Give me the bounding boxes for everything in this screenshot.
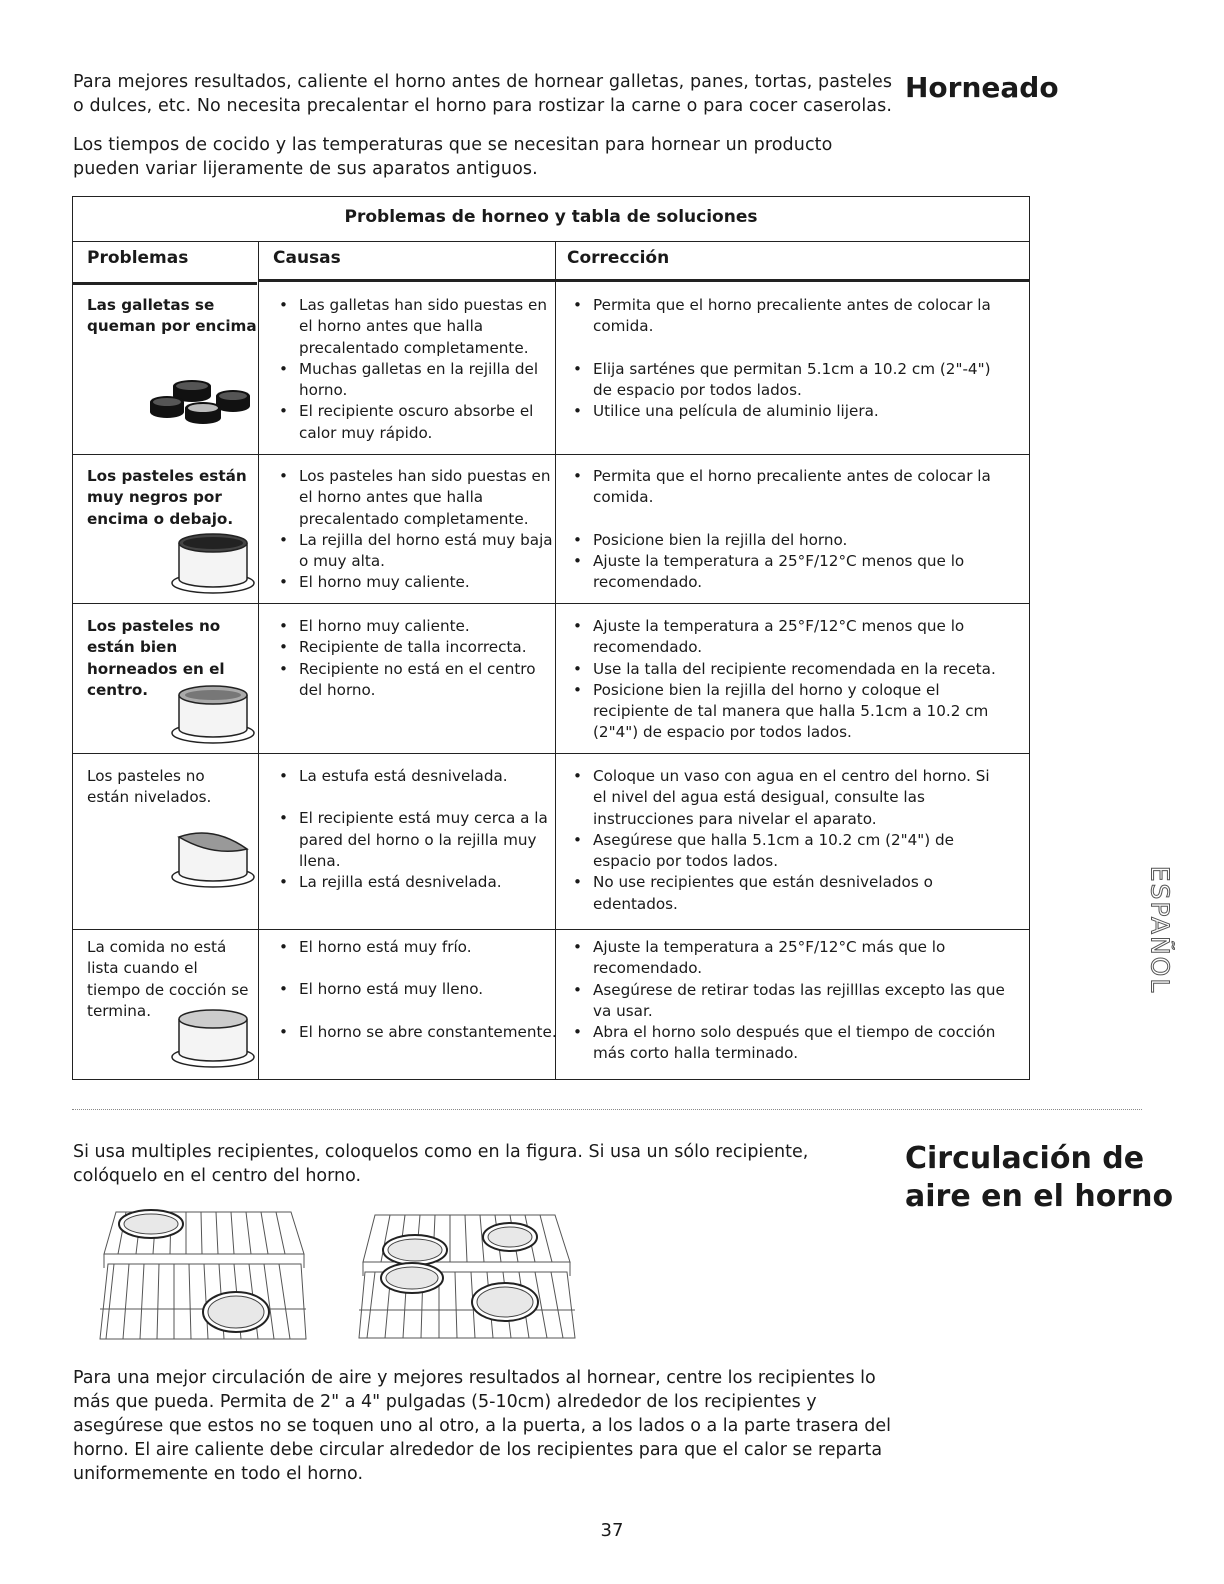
fix-item: • Posicione bien la rejilla del horno y coloque el recipiente de tal manera que halla 5.1cm a 10.2 cm (2"4") de espacio por todos lados. bbox=[567, 680, 1007, 744]
fix-item: • No use recipientes que están desnivelados o edentados. bbox=[567, 872, 1007, 915]
table-row-3-causes bbox=[273, 616, 558, 701]
baking-problems-table bbox=[72, 196, 1030, 1080]
cause-item: • La estufa está desnivelada. bbox=[273, 766, 558, 787]
cookies-icon bbox=[145, 360, 255, 428]
table-row-4-problem: Los pasteles no están nivelados. bbox=[87, 767, 212, 807]
fix-item: • Ajuste la temperatura a 25°F/12°C menos que lo recomendado. bbox=[567, 616, 1007, 659]
fix-item: • Asegúrese que halla 5.1cm a 10.2 cm (2"4") de espacio por todos lados. bbox=[567, 830, 1007, 873]
fix-item: • Elija sarténes que permitan 5.1cm a 10.2 cm (2"-4") de espacio por todos lados. bbox=[567, 359, 1007, 402]
table-row-5-causes bbox=[273, 937, 558, 1043]
table-row-1-causes bbox=[273, 295, 558, 444]
column-header-fix: Corrección bbox=[555, 241, 1029, 282]
language-side-tab-label: ESPAÑOL bbox=[1145, 865, 1175, 995]
table-row-3-problem: Los pasteles no están bien horneados en el centro. bbox=[87, 617, 225, 699]
row-divider bbox=[73, 753, 1029, 754]
cause-item: • Muchas galletas en la rejilla del horno. bbox=[273, 359, 558, 402]
oven-racks-four-pans-figure bbox=[355, 1210, 580, 1345]
table-row-4-fixes bbox=[567, 766, 1007, 915]
column-header-problems: Problemas bbox=[87, 241, 257, 285]
table-row-4-causes bbox=[273, 766, 558, 893]
column-divider-1 bbox=[258, 241, 259, 1079]
circulation-intro: Si usa multiples recipientes, coloquelos como en la figura. Si usa un sólo recipiente, colóquelo en el centro del horno. bbox=[73, 1142, 809, 1186]
table-row-2-problem: Los pasteles están muy negros por encima o debajo. bbox=[87, 467, 247, 528]
header-rule-left bbox=[73, 282, 87, 285]
oven-racks-two-pans-figure bbox=[96, 1204, 311, 1346]
circulation-paragraph: Para una mejor circulación de aire y mejores resultados al hornear, centre los recipientes lo más que pueda. Permita de 2" a 4" pulgadas (5-10cm) alrededor de los recipientes y asegúrese que estos no se toquen uno al otro, a la puerta, a los lados o a la parte trasera del horno. El aire caliente debe circular alrededor de los recipientes para que el calor se reparta uniformemente en todo el horno. bbox=[73, 1368, 892, 1484]
table-row-5-problem: La comida no está lista cuando el tiempo de cocción se termina. bbox=[87, 938, 249, 1020]
fix-item: • Asegúrese de retirar todas las rejilllas excepto las que va usar. bbox=[567, 980, 1007, 1023]
cause-item: • El horno se abre constantemente. bbox=[273, 1022, 558, 1043]
section-title-circulation: Circulación de aire en el horno bbox=[905, 1141, 1174, 1214]
cake-icon bbox=[169, 1005, 259, 1071]
cause-item: • El horno está muy lleno. bbox=[273, 979, 558, 1000]
section-title-horneado: Horneado bbox=[905, 71, 1059, 104]
section-divider bbox=[72, 1109, 1142, 1110]
cause-item: • El horno está muy frío. bbox=[273, 937, 558, 958]
language-side-tab bbox=[1140, 860, 1180, 1000]
page-number: 37 bbox=[600, 1520, 624, 1541]
cause-item: • Las galletas han sido puestas en el horno antes que halla precalentado completamente. bbox=[273, 295, 558, 359]
fix-item: • Posicione bien la rejilla del horno. bbox=[567, 530, 1007, 551]
table-row-1-problem: Las galletas se queman por encima bbox=[87, 296, 257, 336]
cause-item: • La rejilla está desnivelada. bbox=[273, 872, 558, 893]
row-divider bbox=[73, 603, 1029, 604]
fix-item: • Abra el horno solo después que el tiempo de cocción más corto halla terminado. bbox=[567, 1022, 1007, 1065]
cause-item: • Los pasteles han sido puestas en el horno antes que halla precalentado completamente. bbox=[273, 466, 558, 530]
cake-uneven-icon bbox=[169, 827, 259, 891]
cause-item: • El recipiente está muy cerca a la pared del horno o la rejilla muy llena. bbox=[273, 808, 558, 872]
intro-paragraph-2: Los tiempos de cocido y las temperaturas que se necesitan para hornear un producto pueden variar lijeramente de sus aparatos antiguos. bbox=[73, 135, 833, 179]
cause-item: • Recipiente de talla incorrecta. bbox=[273, 637, 558, 658]
table-row-3-fixes bbox=[567, 616, 1007, 744]
table-row-2-fixes bbox=[567, 466, 1007, 593]
intro-paragraph-1: Para mejores resultados, caliente el horno antes de hornear galletas, panes, tortas, pasteles o dulces, etc. No necesita precalentar el horno para rostizar la carne o para cocer caserolas. bbox=[73, 72, 893, 116]
row-divider bbox=[73, 454, 1029, 455]
table-row-5-fixes bbox=[567, 937, 1007, 1065]
row-divider bbox=[73, 929, 1029, 930]
cause-item: • El recipiente oscuro absorbe el calor muy rápido. bbox=[273, 401, 558, 444]
fix-item: • Ajuste la temperatura a 25°F/12°C menos que lo recomendado. bbox=[567, 551, 1007, 594]
fix-item: • Use la talla del recipiente recomendada en la receta. bbox=[567, 659, 1007, 680]
table-row-2-causes bbox=[273, 466, 558, 594]
fix-item: • Permita que el horno precaliente antes de colocar la comida. bbox=[567, 466, 1007, 509]
column-header-causes: Causas bbox=[259, 241, 555, 282]
table-title: Problemas de horneo y tabla de soluciones bbox=[73, 197, 1029, 242]
intro-text bbox=[73, 70, 903, 196]
cause-item: • El horno muy caliente. bbox=[273, 572, 558, 593]
fix-item: • Ajuste la temperatura a 25°F/12°C más que lo recomendado. bbox=[567, 937, 1007, 980]
cause-item: • El horno muy caliente. bbox=[273, 616, 558, 637]
cake-dark-icon bbox=[169, 529, 259, 597]
cause-item: • Recipiente no está en el centro del horno. bbox=[273, 659, 558, 702]
fix-item: • Utilice una película de aluminio lijera. bbox=[567, 401, 1007, 422]
fix-item: • Permita que el horno precaliente antes de colocar la comida. bbox=[567, 295, 1007, 338]
fix-item: • Coloque un vaso con agua en el centro del horno. Si el nivel del agua está desigual, consulte las instrucciones para nivelar el aparato. bbox=[567, 766, 1007, 830]
cake-undercooked-icon bbox=[169, 681, 259, 747]
table-row-1-fixes bbox=[567, 295, 1007, 422]
cause-item: • La rejilla del horno está muy baja o muy alta. bbox=[273, 530, 558, 573]
